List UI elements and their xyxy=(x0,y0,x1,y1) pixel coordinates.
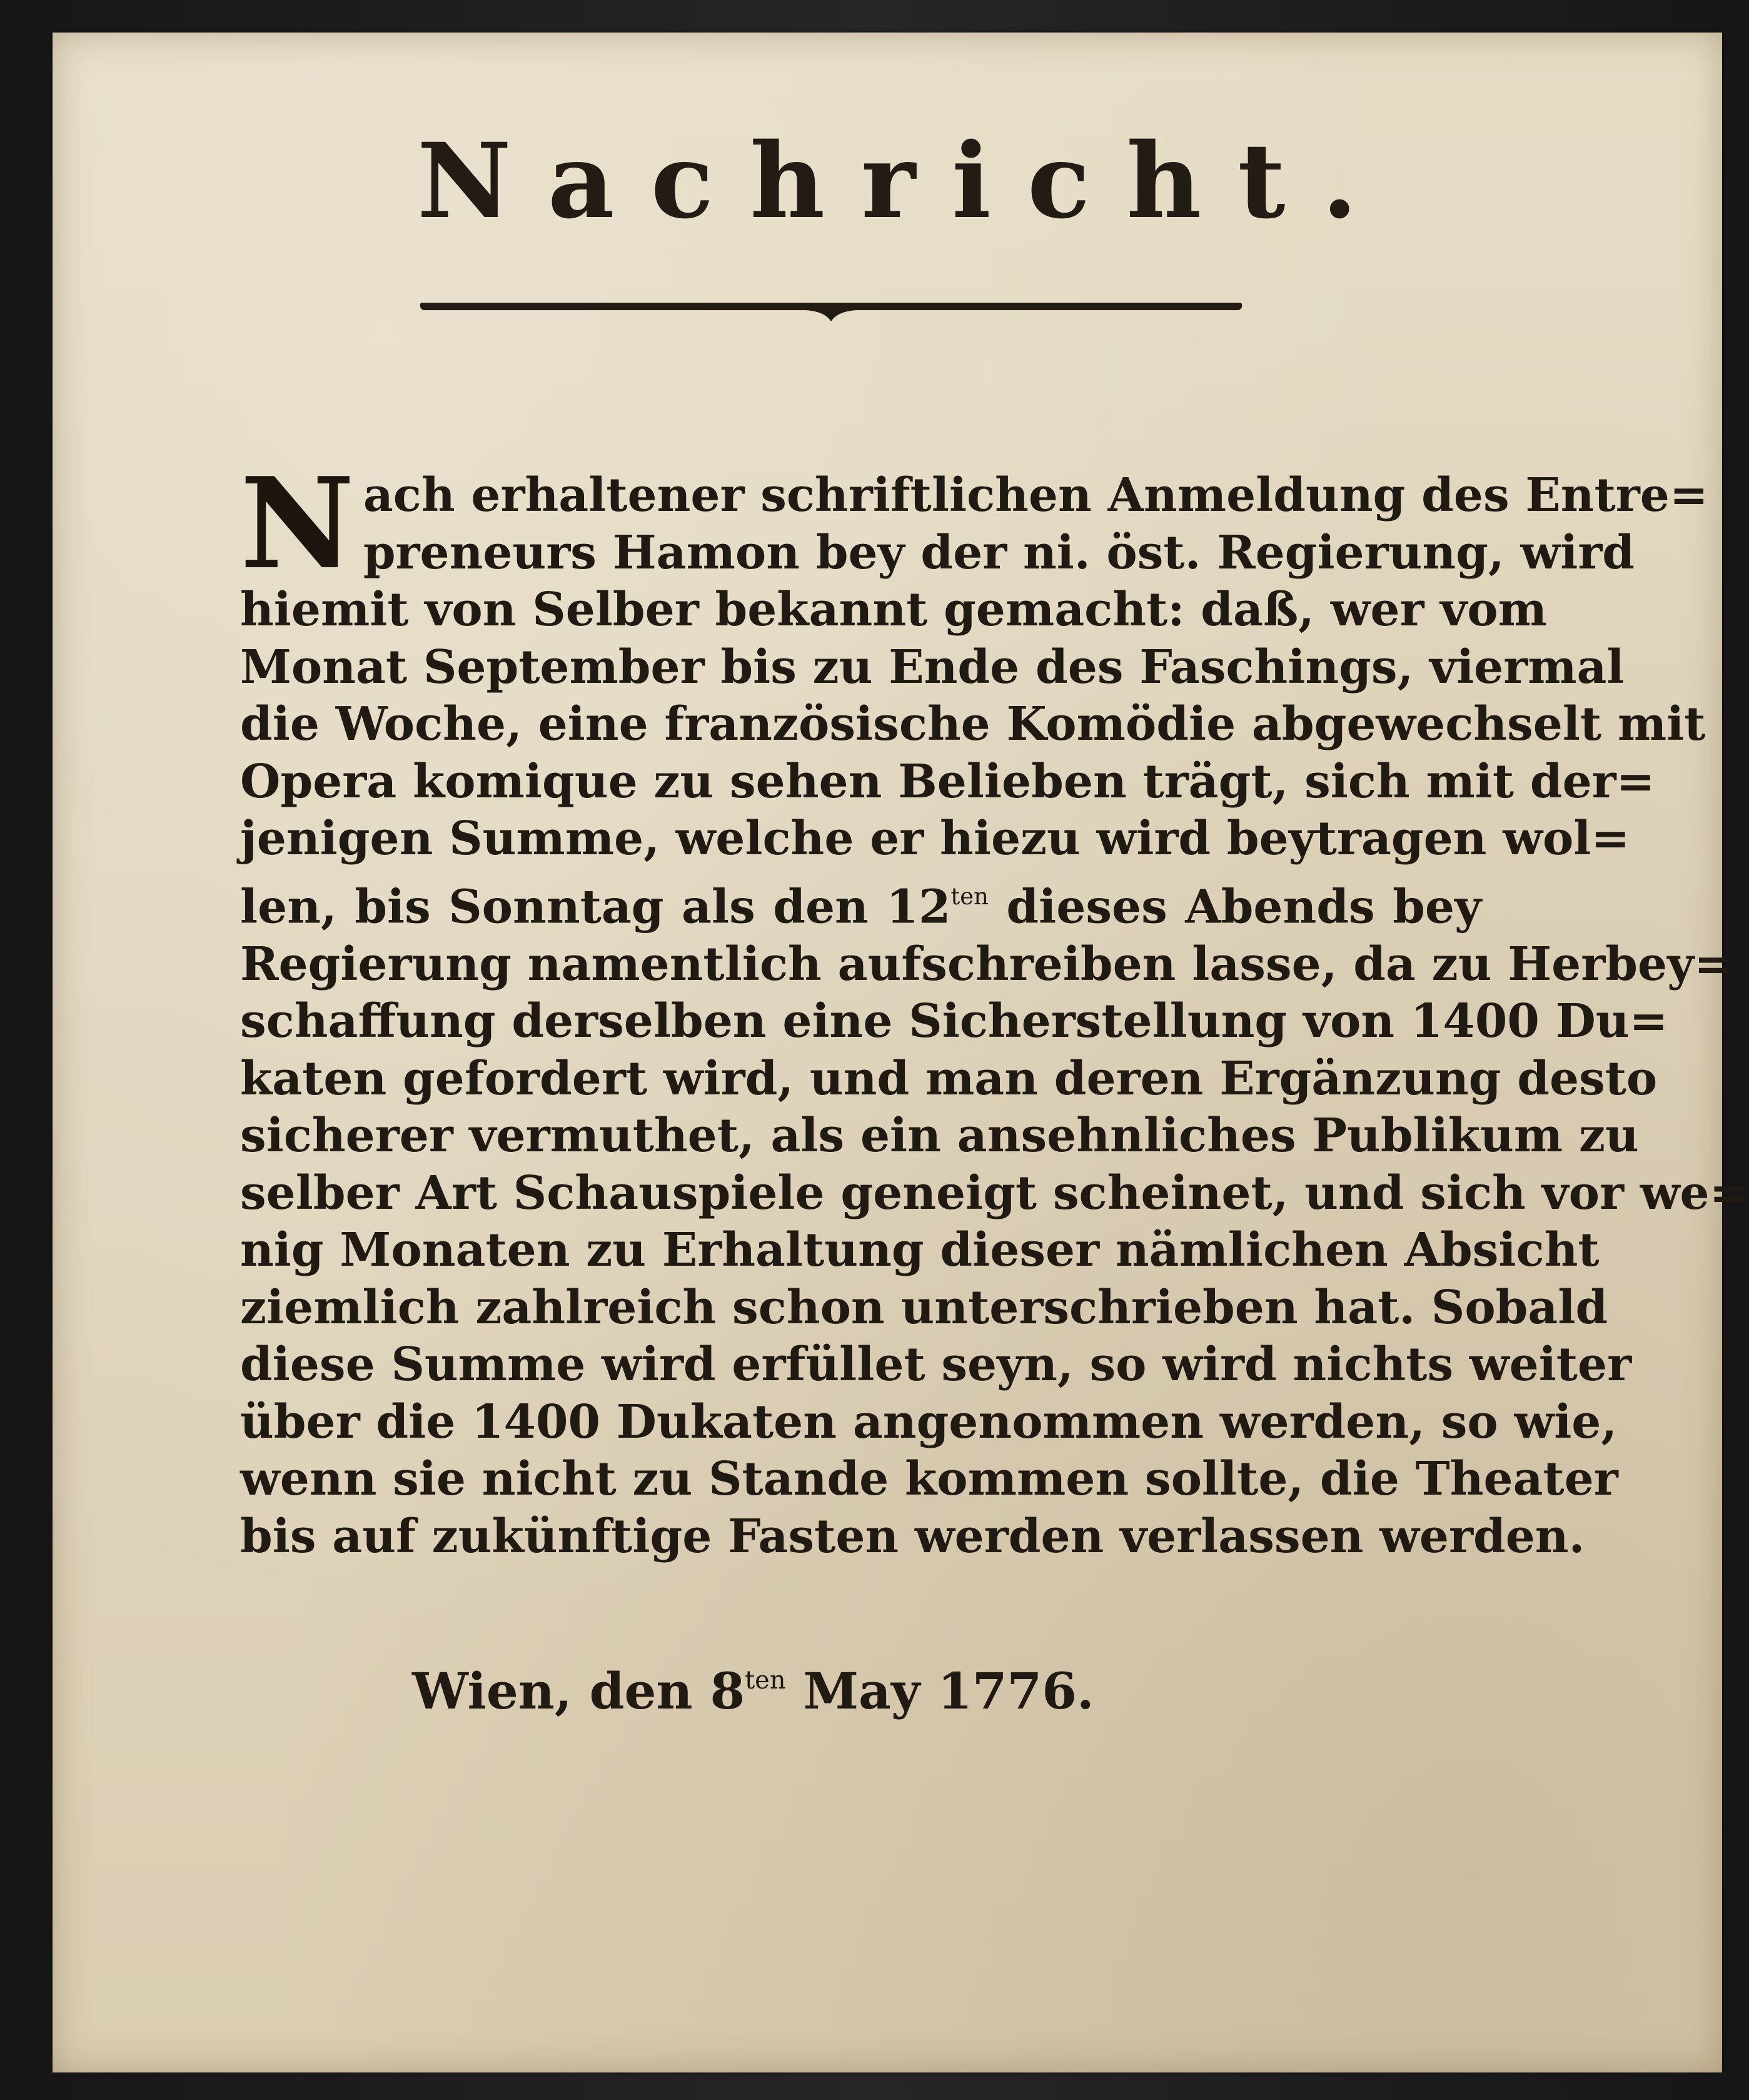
body-line: die Woche, eine französische Komödie abgewechselt mit xyxy=(240,697,1706,751)
body-line-with-date xyxy=(240,868,1481,936)
body-line: jenigen Summe, welche er hiezu wird beytragen wol= xyxy=(240,812,1630,866)
body-line: ziemlich zahlreich schon unterschrieben hat. Sobald xyxy=(240,1280,1608,1335)
body-line: über die 1400 Dukaten angenommen werden, so wie, xyxy=(240,1395,1618,1449)
document-page xyxy=(53,33,1748,2072)
date-suffix: May 1776. xyxy=(803,1662,1094,1720)
document-title: Nachricht. xyxy=(417,120,1394,241)
body-line: Regierung namentlich aufschreiben lasse, da zu Herbey= xyxy=(240,937,1733,991)
body-line: bis auf zukünftige Fasten werden verlassen werden. xyxy=(240,1509,1585,1563)
body-line: diese Summe wird erfüllet seyn, so wird nichts weiter xyxy=(240,1338,1632,1392)
body-line: ach erhaltener schriftlichen Anmeldung des Entre= xyxy=(363,468,1708,522)
body-line-part: len, bis Sonntag als den 12 xyxy=(240,880,951,934)
body-line: Opera komique zu sehen Belieben trägt, sich mit der= xyxy=(240,754,1655,809)
body-line: Monat September bis zu Ende des Faschings, viermal xyxy=(240,640,1625,694)
body-line: sicherer vermuthet, als ein ansehnliches Publikum zu xyxy=(240,1109,1639,1163)
date-superscript: ten xyxy=(745,1666,786,1695)
body-line: katen gefordert wird, und man deren Ergänzung desto xyxy=(240,1051,1658,1106)
notice-body xyxy=(240,450,1748,1565)
body-line: wenn sie nicht zu Stande kommen sollte, die Theater xyxy=(240,1452,1618,1507)
superscript-ten: ten xyxy=(950,882,989,910)
drop-cap: N xyxy=(240,450,355,597)
title-ornament-rule xyxy=(418,289,1244,326)
date-prefix: Wien, den 8 xyxy=(412,1662,745,1720)
body-line: selber Art Schauspiele geneigt scheinet, und sich vor we= xyxy=(240,1166,1748,1220)
body-line: schaffung derselben eine Sicherstellung von 1400 Du= xyxy=(240,994,1668,1049)
body-line: preneurs Hamon bey der ni. öst. Regierung, wird xyxy=(363,525,1635,580)
body-line: hiemit von Selber bekannt gemacht: daß, wer vom xyxy=(240,583,1547,637)
body-line: nig Monaten zu Erhaltung dieser nämlichen Absicht xyxy=(240,1223,1600,1278)
body-line-part: dieses Abends bey xyxy=(1006,880,1481,934)
place-and-date xyxy=(412,1662,1094,1720)
